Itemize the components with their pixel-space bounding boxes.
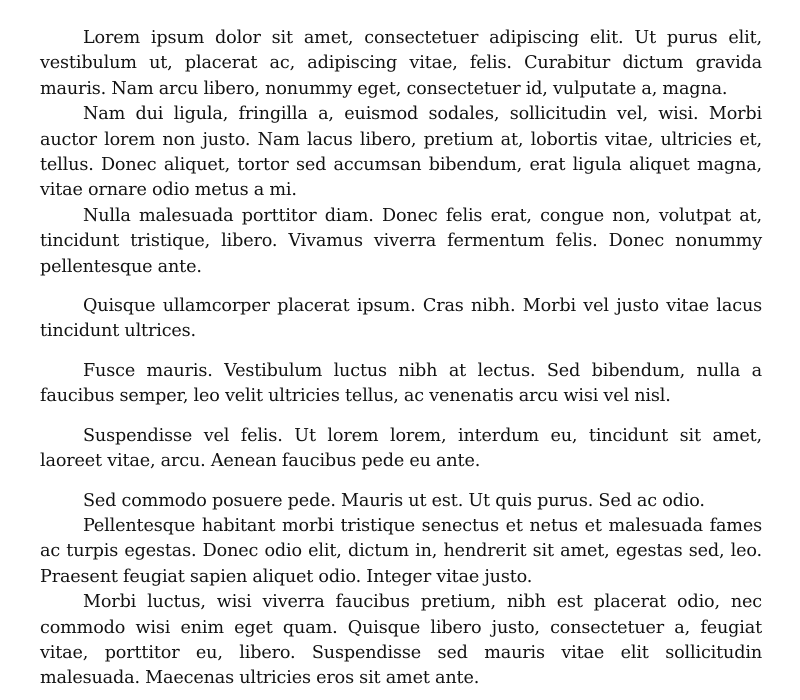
paragraph: Fusce mauris. Vestibulum luctus nibh at lectus. Sed bibendum, nulla a faucibus semper, leo velit ultricies tellus, ac venenatis arcu wisi vel nisl. bbox=[40, 360, 762, 407]
paragraph: Sed commodo posuere pede. Mauris ut est. Ut quis purus. Sed ac odio. bbox=[83, 490, 705, 511]
paragraph: Suspendisse vel felis. Ut lorem lorem, interdum eu, tincidunt sit amet, laoreet vitae, arcu. Aenean faucibus pede eu ante. bbox=[40, 425, 762, 472]
paragraph: Nulla malesuada porttitor diam. Donec felis erat, congue non, volutpat at, tincidunt tristique, libero. Vivamus viverra fermentum felis. Donec nonummy pellentesque ante. bbox=[40, 205, 762, 277]
paragraph-group-5 bbox=[40, 489, 762, 692]
paragraph: Morbi luctus, wisi viverra faucibus pretium, nibh est placerat odio, nec commodo wisi enim eget quam. Quisque libero justo, consectetuer a, feugiat vitae, porttitor eu, libero. Suspendisse sed mauris vitae elit sollicitudin malesuada. Maecenas ultricies eros sit amet ante. bbox=[40, 592, 762, 689]
paragraph-group-3 bbox=[40, 359, 762, 410]
paragraph: Pellentesque habitant morbi tristique senectus et netus et malesuada fames ac turpis egestas. Donec odio elit, dictum in, hendrerit sit amet, egestas sed, leo. Praesent feugiat sapien aliquet odio. Integer vitae justo. bbox=[40, 515, 762, 587]
paragraph: Lorem ipsum dolor sit amet, consectetuer adipiscing elit. Ut purus elit, vestibulum ut, placerat ac, adipiscing vitae, felis. Curabitur dictum gravida mauris. Nam arcu libero, nonummy eget, consectetuer id, vulputate a, magna. bbox=[40, 28, 762, 99]
paragraph: Nam dui ligula, fringilla a, euismod sodales, sollicitudin vel, wisi. Morbi auctor lorem non justo. Nam lacus libero, pretium at, lobortis vitae, ultricies et, tellus. Donec aliquet, tortor sed accumsan bibendum, erat ligula aliquet magna, vitae ornare odio metus a mi. bbox=[40, 104, 762, 201]
paragraph-group-2 bbox=[40, 294, 762, 345]
paragraph-group-4 bbox=[40, 424, 762, 475]
paragraph-group-1 bbox=[40, 26, 762, 280]
paragraph: Quisque ullamcorper placerat ipsum. Cras nibh. Morbi vel justo vitae lacus tincidunt ultrices. bbox=[40, 296, 762, 342]
